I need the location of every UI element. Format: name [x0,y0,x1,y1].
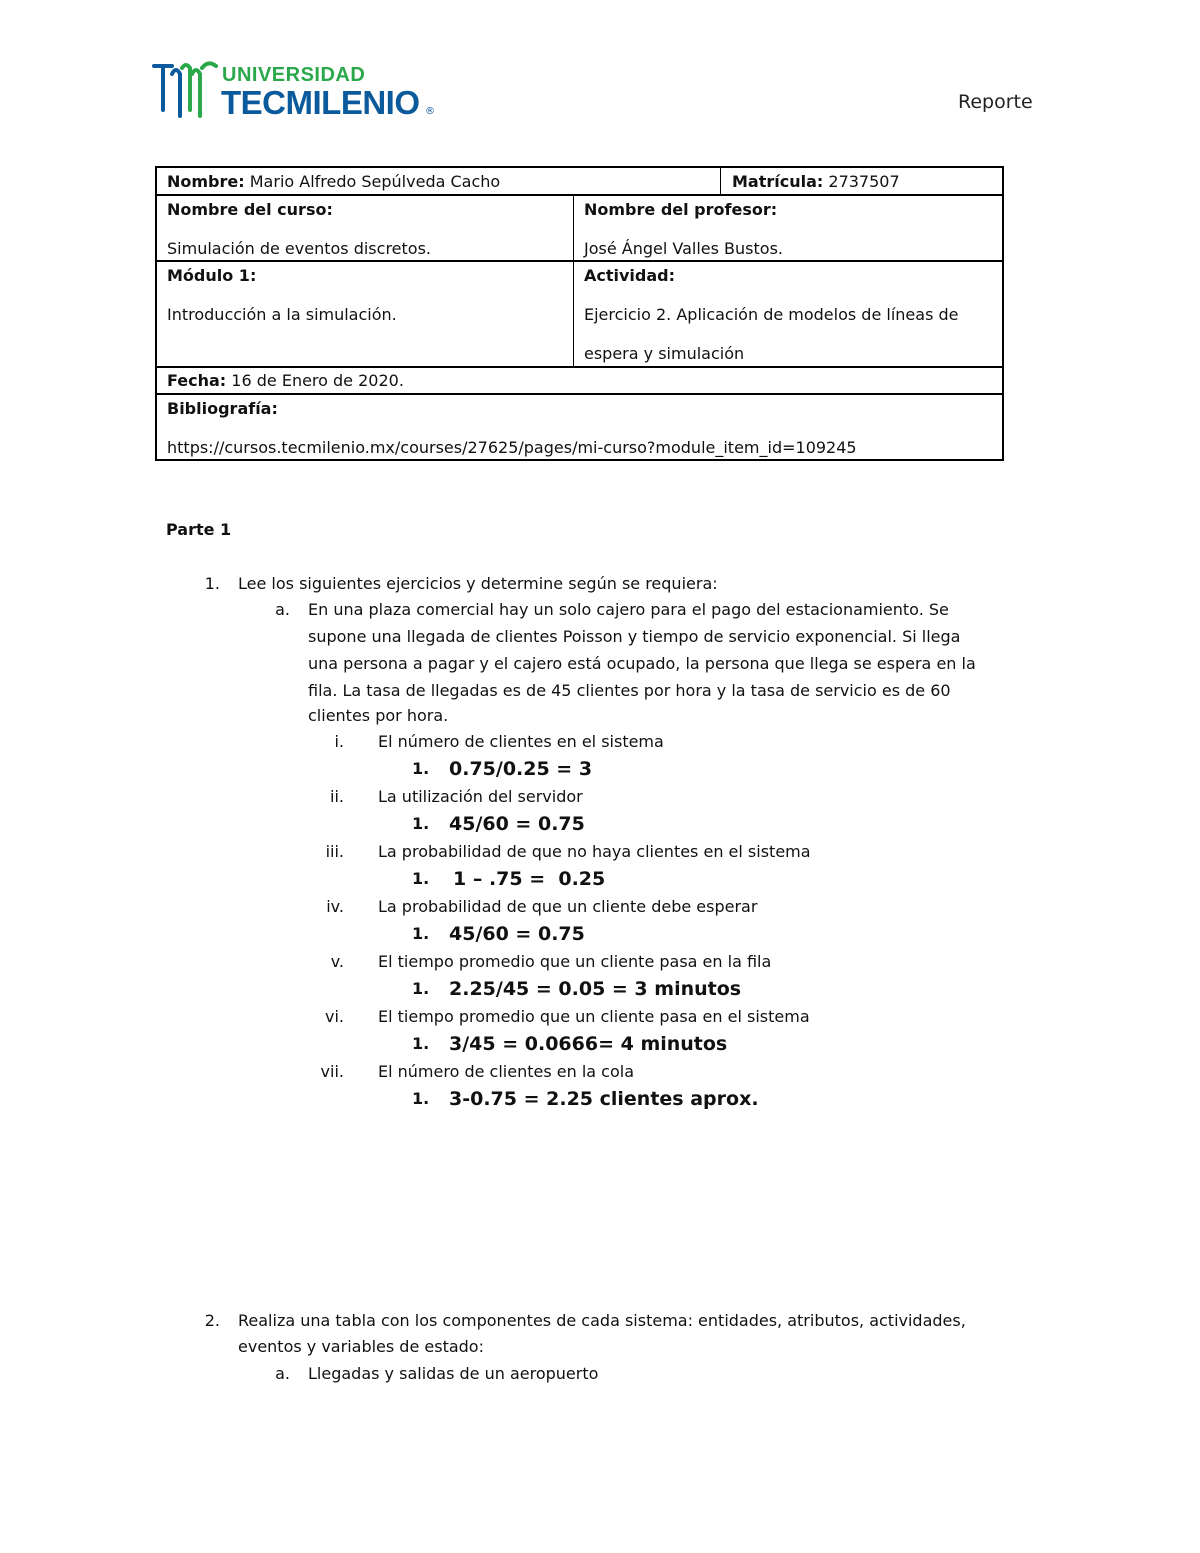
nombre-value: Mario Alfredo Sepúlveda Cacho [249,172,501,191]
logo-text-universidad: UNIVERSIDAD [222,64,366,86]
answer-text: 3-0.75 = 2.25 clientes aprox. [449,1088,759,1110]
item-text: La utilización del servidor [378,787,583,806]
item-roman: v. [330,952,344,971]
item-text: El número de clientes en el sistema [378,732,664,751]
university-logo [152,60,442,122]
logo-text-tecmilenio: TECMILENIO [221,84,420,121]
logo-registered-mark: ® [425,106,435,117]
modulo-label: Módulo 1: [167,266,257,285]
q1a-line: supone una llegada de clientes Poisson y tiempo de servicio exponencial. Si llega [308,627,961,646]
item-text: El tiempo promedio que un cliente pasa en la fila [378,952,772,971]
modulo-cell [157,266,397,325]
answer-number: 1. [412,1034,430,1053]
answer-number: 1. [412,869,430,888]
answer-number: 1. [412,759,430,778]
modulo-value: Introducción a la simulación. [167,305,397,324]
answer-number: 1. [412,814,430,833]
matricula-label: Matrícula: [732,172,824,191]
q1a-line: una persona a pagar y el cajero está ocupado, la persona que llega se espera en la [308,654,976,673]
answer-text: 2.25/45 = 0.05 = 3 minutos [449,978,742,1000]
bibliografia-value: https://cursos.tecmilenio.mx/courses/27625/pages/mi-curso?module_item_id=109245 [167,438,857,457]
q2a-text: Llegadas y salidas de un aeropuerto [308,1364,599,1383]
student-info-table [155,166,1004,461]
nombre-label: Nombre: [167,172,245,191]
item-roman: i. [334,732,344,751]
item-roman: iv. [326,897,344,916]
answer-number: 1. [412,924,430,943]
answer-number: 1. [412,1089,430,1108]
answer-text: 45/60 = 0.75 [449,923,585,945]
fecha-cell [157,371,404,391]
item-text: La probabilidad de que un cliente debe esperar [378,897,758,916]
bibliografia-label: Bibliografía: [167,399,278,418]
q1a-letter: a. [275,600,290,619]
q2a-letter: a. [275,1364,290,1383]
answer-number: 1. [412,979,430,998]
q1a-line: En una plaza comercial hay un solo cajero para el pago del estacionamiento. Se [308,600,949,619]
item-text: La probabilidad de que no haya clientes en el sistema [378,842,811,861]
answer-text: 3/45 = 0.0666= 4 minutos [449,1033,728,1055]
curso-label: Nombre del curso: [167,200,333,219]
answer-text: 45/60 = 0.75 [449,813,585,835]
item-roman: iii. [325,842,344,861]
answer-text: 1 – .75 = 0.25 [453,868,606,890]
q2-number: 2. [204,1311,220,1330]
nombre-cell [157,172,500,192]
curso-cell [157,200,431,259]
fecha-value: 16 de Enero de 2020. [231,371,404,390]
bibliografia-cell [157,399,857,458]
matricula-value: 2737507 [828,172,900,191]
curso-value: Simulación de eventos discretos. [167,239,431,258]
q2-text-line1: Realiza una tabla con los componentes de cada sistema: entidades, atributos, actividades, [238,1311,966,1330]
part-title: Parte 1 [166,520,232,539]
matricula-cell [722,172,900,192]
answer-text: 0.75/0.25 = 3 [449,758,593,780]
actividad-value-line1: Ejercicio 2. Aplicación de modelos de líneas de [584,305,959,324]
item-text: El tiempo promedio que un cliente pasa en el sistema [378,1007,810,1026]
profesor-cell [574,200,783,259]
actividad-value-line2: espera y simulación [584,344,745,363]
item-text: El número de clientes en la cola [378,1062,634,1081]
q1-number: 1. [204,574,220,593]
actividad-label: Actividad: [584,266,676,285]
q1a-line: clientes por hora. [308,706,449,725]
item-roman: vii. [320,1062,344,1081]
fecha-label: Fecha: [167,371,227,390]
item-roman: vi. [325,1007,344,1026]
q1a-line: fila. La tasa de llegadas es de 45 clientes por hora y la tasa de servicio es de 60 [308,681,951,700]
profesor-label: Nombre del profesor: [584,200,778,219]
actividad-cell [574,266,959,364]
item-roman: ii. [330,787,344,806]
document-type-label: Reporte [958,91,1033,113]
q2-text-line2: eventos y variables de estado: [238,1337,484,1356]
q1-text: Lee los siguientes ejercicios y determine según se requiera: [238,574,718,593]
profesor-value: José Ángel Valles Bustos. [584,239,783,258]
